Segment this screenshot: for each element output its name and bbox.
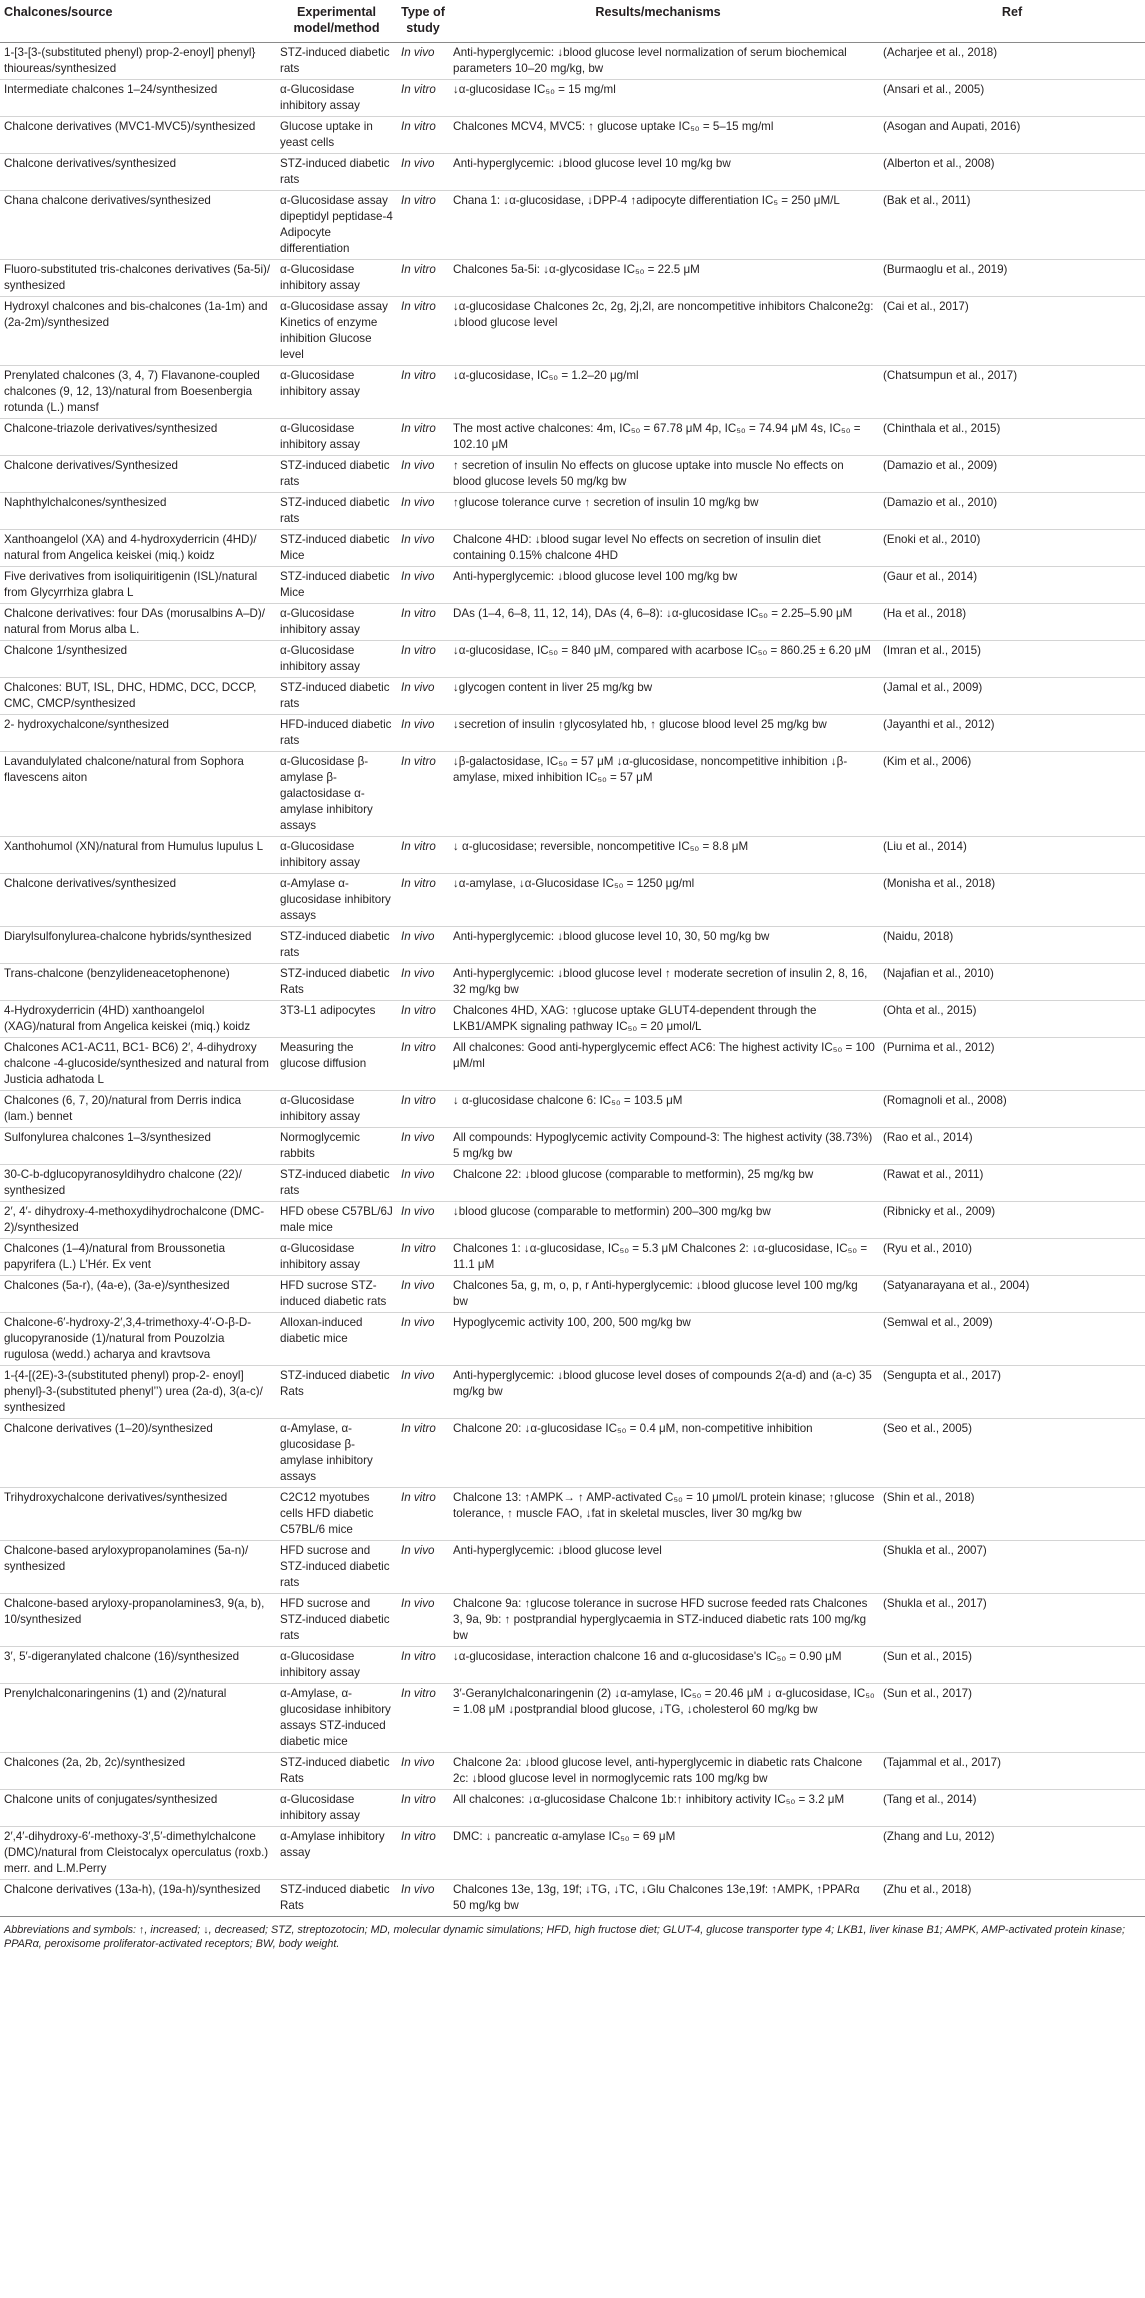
cell-ref: (Satyanarayana et al., 2004): [879, 1276, 1145, 1313]
cell-results: The most active chalcones: 4m, IC₅₀ = 67.78 μM 4p, IC₅₀ = 74.94 μM 4s, IC₅₀ = 102.10 μM: [449, 419, 879, 456]
cell-ref: (Jamal et al., 2009): [879, 678, 1145, 715]
cell-ref: (Purnima et al., 2012): [879, 1038, 1145, 1091]
cell-ref: (Rao et al., 2014): [879, 1128, 1145, 1165]
cell-ref: (Zhang and Lu, 2012): [879, 1827, 1145, 1880]
cell-source: Hydroxyl chalcones and bis-chalcones (1a-1m) and (2a-2m)/synthesized: [0, 297, 276, 366]
cell-ref: (Ryu et al., 2010): [879, 1239, 1145, 1276]
cell-type: In vivo: [397, 493, 449, 530]
cell-results: DMC: ↓ pancreatic α-amylase IC₅₀ = 69 μM: [449, 1827, 879, 1880]
cell-source: Chalcones (5a-r), (4a-e), (3a-e)/synthesized: [0, 1276, 276, 1313]
cell-model: STZ-induced diabetic Rats: [276, 1366, 397, 1419]
cell-results: Anti-hyperglycemic: ↓blood glucose level doses of compounds 2(a-d) and (a-c) 35 mg/kg bw: [449, 1366, 879, 1419]
cell-type: In vivo: [397, 1276, 449, 1313]
table-row: [0, 1001, 1145, 1038]
cell-source: 2- hydroxychalcone/synthesized: [0, 715, 276, 752]
table-row: [0, 641, 1145, 678]
cell-results: Chalcone 13: ↑AMPK→ ↑ AMP-activated C₅₀ = 10 μmol/L protein kinase; ↑glucose tolerance, ↑ muscle FAO, ↓fat in skeletal muscles, liver 30 mg/kg bw: [449, 1488, 879, 1541]
footnote: Abbreviations and symbols: ↑, increased; ↓, decreased; STZ, streptozotocin; MD, molecular dynamic simulations; HFD, high fructose diet; GLUT-4, glucose transporter type 4; LKB1, liver kinase B1; AMPK, AMP-activated protein kinase; PPARα, peroxisome proliferator-activated receptors; BW, body weight.: [4, 1924, 1125, 1950]
cell-model: STZ-induced diabetic rats: [276, 493, 397, 530]
table-row: [0, 117, 1145, 154]
cell-source: Chalcones (1–4)/natural from Broussonetia papyrifera (L.) L’Hér. Ex vent: [0, 1239, 276, 1276]
cell-model: α-Glucosidase inhibitory assay: [276, 1790, 397, 1827]
cell-source: Chalcone derivatives (MVC1-MVC5)/synthesized: [0, 117, 276, 154]
cell-type: In vitro: [397, 1038, 449, 1091]
cell-results: 3′-Geranylchalconaringenin (2) ↓α-amylase, IC₅₀ = 20.46 μM ↓ α-glucosidase, IC₅₀ = 1.08 μM ↓postprandial blood glucose, ↓TG, ↓cholesterol 60 mg/kg bw: [449, 1684, 879, 1753]
cell-source: Chalcone 1/synthesized: [0, 641, 276, 678]
cell-model: α-Glucosidase inhibitory assay: [276, 260, 397, 297]
cell-ref: (Bak et al., 2011): [879, 191, 1145, 260]
cell-type: In vitro: [397, 191, 449, 260]
cell-type: In vitro: [397, 366, 449, 419]
cell-model: STZ-induced diabetic rats: [276, 154, 397, 191]
cell-results: Chalcone 2a: ↓blood glucose level, anti-hyperglycemic in diabetic rats Chalcone 2c: ↓blood glucose level in normoglycemic rats 100 mg/kg bw: [449, 1753, 879, 1790]
table-row: [0, 1790, 1145, 1827]
cell-model: STZ-induced diabetic Rats: [276, 1753, 397, 1790]
cell-results: Chalcones 1: ↓α-glucosidase, IC₅₀ = 5.3 μM Chalcones 2: ↓α-glucosidase, IC₅₀ = 11.1 μM: [449, 1239, 879, 1276]
cell-source: Chalcone derivatives/synthesized: [0, 154, 276, 191]
cell-model: α-Glucosidase inhibitory assay: [276, 419, 397, 456]
cell-type: In vitro: [397, 1419, 449, 1488]
table-row: [0, 260, 1145, 297]
table-row: [0, 366, 1145, 419]
table-row: [0, 1488, 1145, 1541]
cell-source: Chalcone units of conjugates/synthesized: [0, 1790, 276, 1827]
cell-type: In vitro: [397, 1488, 449, 1541]
cell-results: Anti-hyperglycemic: ↓blood glucose level ↑ moderate secretion of insulin 2, 8, 16, 32 mg/kg bw: [449, 964, 879, 1001]
cell-results: ↓blood glucose (comparable to metformin) 200–300 mg/kg bw: [449, 1202, 879, 1239]
cell-source: Diarylsulfonylurea-chalcone hybrids/synthesized: [0, 927, 276, 964]
cell-results: ↓ α-glucosidase; reversible, noncompetitive IC₅₀ = 8.8 μM: [449, 837, 879, 874]
cell-type: In vivo: [397, 43, 449, 80]
cell-ref: (Jayanthi et al., 2012): [879, 715, 1145, 752]
cell-source: Naphthylchalcones/synthesized: [0, 493, 276, 530]
cell-ref: (Semwal et al., 2009): [879, 1313, 1145, 1366]
table-row: [0, 1419, 1145, 1488]
cell-type: In vitro: [397, 752, 449, 837]
cell-model: STZ-induced diabetic Rats: [276, 964, 397, 1001]
table-row: [0, 1313, 1145, 1366]
cell-source: Fluoro-substituted tris-chalcones derivatives (5a-5i)/ synthesized: [0, 260, 276, 297]
cell-type: In vivo: [397, 1541, 449, 1594]
table-row: [0, 1753, 1145, 1790]
cell-model: HFD sucrose and STZ-induced diabetic rats: [276, 1541, 397, 1594]
cell-source: 2′,4′-dihydroxy-6′-methoxy-3′,5′-dimethylchalcone (DMC)/natural from Cleistocalyx operculatus (roxb.) merr. and L.M.Perry: [0, 1827, 276, 1880]
table-row: [0, 43, 1145, 80]
table-row: [0, 1594, 1145, 1647]
cell-results: ↓secretion of insulin ↑glycosylated hb, ↑ glucose blood level 25 mg/kg bw: [449, 715, 879, 752]
cell-ref: (Enoki et al., 2010): [879, 530, 1145, 567]
cell-ref: (Seo et al., 2005): [879, 1419, 1145, 1488]
cell-model: HFD obese C57BL/6J male mice: [276, 1202, 397, 1239]
cell-ref: (Chatsumpun et al., 2017): [879, 366, 1145, 419]
cell-model: α-Glucosidase β-amylase β-galactosidase α-amylase inhibitory assays: [276, 752, 397, 837]
cell-model: α-Amylase α-glucosidase inhibitory assays: [276, 874, 397, 927]
table-row: [0, 456, 1145, 493]
cell-type: In vitro: [397, 1091, 449, 1128]
cell-source: Chalcone-based aryloxy-propanolamines3, 9(a, b), 10/synthesized: [0, 1594, 276, 1647]
table-row: [0, 715, 1145, 752]
cell-type: In vitro: [397, 641, 449, 678]
table-body: [0, 43, 1145, 1917]
cell-results: Chalcone 4HD: ↓blood sugar level No effects on secretion of insulin diet containing 0.15% chalcone 4HD: [449, 530, 879, 567]
cell-results: Chalcones MCV4, MVC5: ↑ glucose uptake IC₅₀ = 5–15 mg/ml: [449, 117, 879, 154]
cell-type: In vivo: [397, 964, 449, 1001]
cell-ref: (Naidu, 2018): [879, 927, 1145, 964]
cell-type: In vivo: [397, 715, 449, 752]
cell-source: Chalcones AC1-AC11, BC1- BC6) 2′, 4-dihydroxy chalcone -4-glucoside/synthesized and natural from Justicia adhatoda L: [0, 1038, 276, 1091]
cell-type: In vivo: [397, 1313, 449, 1366]
cell-type: In vitro: [397, 260, 449, 297]
cell-source: Chalcones (6, 7, 20)/natural from Derris indica (lam.) bennet: [0, 1091, 276, 1128]
cell-model: Glucose uptake in yeast cells: [276, 117, 397, 154]
table-row: [0, 1091, 1145, 1128]
cell-model: α-Glucosidase inhibitory assay: [276, 366, 397, 419]
table-row: [0, 678, 1145, 715]
cell-results: Chalcones 5a-5i: ↓α-glycosidase IC₅₀ = 22.5 μM: [449, 260, 879, 297]
cell-model: 3T3-L1 adipocytes: [276, 1001, 397, 1038]
cell-model: α-Glucosidase inhibitory assay: [276, 1091, 397, 1128]
cell-type: In vivo: [397, 678, 449, 715]
cell-type: In vivo: [397, 1165, 449, 1202]
table-row: [0, 604, 1145, 641]
cell-model: STZ-induced diabetic rats: [276, 1165, 397, 1202]
cell-type: In vitro: [397, 117, 449, 154]
cell-model: STZ-induced diabetic rats: [276, 927, 397, 964]
cell-model: α-Glucosidase assay Kinetics of enzyme inhibition Glucose level: [276, 297, 397, 366]
cell-source: 4-Hydroxyderricin (4HD) xanthoangelol (XAG)/natural from Angelica keiskei (miq.) koidz: [0, 1001, 276, 1038]
cell-results: Anti-hyperglycemic: ↓blood glucose level 10 mg/kg bw: [449, 154, 879, 191]
cell-model: STZ-induced diabetic Mice: [276, 567, 397, 604]
cell-results: Anti-hyperglycemic: ↓blood glucose level normalization of serum biochemical parameters 10–20 mg/kg, bw: [449, 43, 879, 80]
cell-ref: (Shukla et al., 2007): [879, 1541, 1145, 1594]
header-row: [0, 0, 1145, 43]
cell-ref: (Alberton et al., 2008): [879, 154, 1145, 191]
cell-type: In vivo: [397, 1880, 449, 1917]
header-type: Type of study: [397, 0, 449, 43]
table-row: [0, 1239, 1145, 1276]
cell-ref: (Ohta et al., 2015): [879, 1001, 1145, 1038]
cell-results: Hypoglycemic activity 100, 200, 500 mg/kg bw: [449, 1313, 879, 1366]
cell-ref: (Damazio et al., 2009): [879, 456, 1145, 493]
cell-source: 30-C-b-dglucopyranosyldihydro chalcone (22)/ synthesized: [0, 1165, 276, 1202]
cell-model: STZ-induced diabetic rats: [276, 456, 397, 493]
table-row: [0, 493, 1145, 530]
table-row: [0, 191, 1145, 260]
cell-model: α-Glucosidase assay dipeptidyl peptidase-4 Adipocyte differentiation: [276, 191, 397, 260]
cell-source: Trihydroxychalcone derivatives/synthesized: [0, 1488, 276, 1541]
cell-ref: (Sun et al., 2017): [879, 1684, 1145, 1753]
cell-model: Measuring the glucose diffusion: [276, 1038, 397, 1091]
table-row: [0, 1647, 1145, 1684]
cell-type: In vitro: [397, 837, 449, 874]
cell-source: Chalcones: BUT, ISL, DHC, HDMC, DCC, DCCP, CMC, CMCP/synthesized: [0, 678, 276, 715]
cell-results: Anti-hyperglycemic: ↓blood glucose level 10, 30, 50 mg/kg bw: [449, 927, 879, 964]
cell-type: In vitro: [397, 604, 449, 641]
cell-results: Anti-hyperglycemic: ↓blood glucose level 100 mg/kg bw: [449, 567, 879, 604]
cell-type: In vivo: [397, 154, 449, 191]
table-row: [0, 964, 1145, 1001]
table-row: [0, 297, 1145, 366]
cell-type: In vitro: [397, 1684, 449, 1753]
header-ref: Ref: [879, 0, 1145, 43]
cell-ref: (Damazio et al., 2010): [879, 493, 1145, 530]
cell-source: Xanthohumol (XN)/natural from Humulus lupulus L: [0, 837, 276, 874]
table-row: [0, 1128, 1145, 1165]
cell-ref: (Asogan and Aupati, 2016): [879, 117, 1145, 154]
header-source: Chalcones/source: [0, 0, 276, 43]
cell-model: STZ-induced diabetic rats: [276, 43, 397, 80]
cell-model: STZ-induced diabetic Mice: [276, 530, 397, 567]
cell-source: Chana chalcone derivatives/synthesized: [0, 191, 276, 260]
cell-ref: (Monisha et al., 2018): [879, 874, 1145, 927]
cell-results: ↓α-glucosidase, IC₅₀ = 840 μM, compared with acarbose IC₅₀ = 860.25 ± 6.20 μM: [449, 641, 879, 678]
cell-ref: (Burmaoglu et al., 2019): [879, 260, 1145, 297]
table-row: [0, 419, 1145, 456]
cell-results: Chalcone 20: ↓α-glucosidase IC₅₀ = 0.4 μM, non-competitive inhibition: [449, 1419, 879, 1488]
cell-source: Chalcones (2a, 2b, 2c)/synthesized: [0, 1753, 276, 1790]
cell-results: Chalcones 5a, g, m, o, p, r Anti-hyperglycemic: ↓blood glucose level 100 mg/kg bw: [449, 1276, 879, 1313]
cell-model: HFD sucrose STZ-induced diabetic rats: [276, 1276, 397, 1313]
cell-model: C2C12 myotubes cells HFD diabetic C57BL/6 mice: [276, 1488, 397, 1541]
cell-ref: (Imran et al., 2015): [879, 641, 1145, 678]
table-row: [0, 752, 1145, 837]
cell-source: 1-{4-[(2E)-3-(substituted phenyl) prop-2- enoyl] phenyl}-3-(substituted phenyl’’) urea (2a-d), 3(a-c)/ synthesized: [0, 1366, 276, 1419]
table-row: [0, 1684, 1145, 1753]
cell-results: ↓α-glucosidase, interaction chalcone 16 and α-glucosidase's IC₅₀ = 0.90 μM: [449, 1647, 879, 1684]
cell-source: Intermediate chalcones 1–24/synthesized: [0, 80, 276, 117]
cell-model: STZ-induced diabetic rats: [276, 678, 397, 715]
cell-type: In vivo: [397, 1753, 449, 1790]
cell-model: Alloxan-induced diabetic mice: [276, 1313, 397, 1366]
cell-ref: (Sengupta et al., 2017): [879, 1366, 1145, 1419]
cell-source: Prenylchalconaringenins (1) and (2)/natural: [0, 1684, 276, 1753]
cell-source: Five derivatives from isoliquiritigenin (ISL)/natural from Glycyrrhiza glabra L: [0, 567, 276, 604]
table-row: [0, 1276, 1145, 1313]
cell-results: ↓α-amylase, ↓α-Glucosidase IC₅₀ = 1250 μg/ml: [449, 874, 879, 927]
table-row: [0, 567, 1145, 604]
cell-ref: (Rawat et al., 2011): [879, 1165, 1145, 1202]
cell-model: HFD-induced diabetic rats: [276, 715, 397, 752]
cell-ref: (Cai et al., 2017): [879, 297, 1145, 366]
cell-results: DAs (1–4, 6–8, 11, 12, 14), DAs (4, 6–8): ↓α-glucosidase IC₅₀ = 2.25–5.90 μM: [449, 604, 879, 641]
cell-results: All chalcones: ↓α-glucosidase Chalcone 1b:↑ inhibitory activity IC₅₀ = 3.2 μM: [449, 1790, 879, 1827]
cell-results: Chalcone 9a: ↑glucose tolerance in sucrose HFD sucrose feeded rats Chalcones 3, 9a, 9b: ↑ postprandial hyperglycaemia in STZ-induced diabetic rats 100 mg/kg bw: [449, 1594, 879, 1647]
cell-model: α-Glucosidase inhibitory assay: [276, 604, 397, 641]
cell-type: In vivo: [397, 530, 449, 567]
table-row: [0, 1202, 1145, 1239]
cell-results: Chalcones 13e, 13g, 19f; ↓TG, ↓TC, ↓Glu Chalcones 13e,19f: ↑AMPK, ↑PPARα 50 mg/kg bw: [449, 1880, 879, 1917]
cell-ref: (Tang et al., 2014): [879, 1790, 1145, 1827]
cell-type: In vitro: [397, 1239, 449, 1276]
cell-ref: (Romagnoli et al., 2008): [879, 1091, 1145, 1128]
cell-source: Prenylated chalcones (3, 4, 7) Flavanone-coupled chalcones (9, 12, 13)/natural from Boesenbergia rotunda (L.) mansf: [0, 366, 276, 419]
cell-type: In vitro: [397, 297, 449, 366]
cell-model: α-Glucosidase inhibitory assay: [276, 1239, 397, 1276]
cell-source: Sulfonylurea chalcones 1–3/synthesized: [0, 1128, 276, 1165]
cell-type: In vivo: [397, 1594, 449, 1647]
cell-source: Chalcone derivatives/synthesized: [0, 874, 276, 927]
table-row: [0, 1366, 1145, 1419]
cell-source: Trans-chalcone (benzylideneacetophenone): [0, 964, 276, 1001]
table-row: [0, 1165, 1145, 1202]
cell-results: ↑ secretion of insulin No effects on glucose uptake into muscle No effects on blood glucose levels 50 mg/kg bw: [449, 456, 879, 493]
cell-model: α-Glucosidase inhibitory assay: [276, 837, 397, 874]
cell-type: In vivo: [397, 456, 449, 493]
cell-results: Chalcones 4HD, XAG: ↑glucose uptake GLUT4-dependent through the LKB1/AMPK signaling pathway IC₅₀ = 20 μmol/L: [449, 1001, 879, 1038]
cell-results: ↓β-galactosidase, IC₅₀ = 57 μM ↓α-glucosidase, noncompetitive inhibition ↓β-amylase, mixed inhibition IC₅₀ = 57 μM: [449, 752, 879, 837]
cell-ref: (Chinthala et al., 2015): [879, 419, 1145, 456]
cell-ref: (Najafian et al., 2010): [879, 964, 1145, 1001]
cell-type: In vitro: [397, 1647, 449, 1684]
table-row: [0, 530, 1145, 567]
cell-results: ↓α-glucosidase, IC₅₀ = 1.2–20 μg/ml: [449, 366, 879, 419]
cell-model: α-Glucosidase inhibitory assay: [276, 641, 397, 678]
cell-ref: (Zhu et al., 2018): [879, 1880, 1145, 1917]
cell-type: In vitro: [397, 1827, 449, 1880]
cell-results: ↓α-glucosidase IC₅₀ = 15 mg/ml: [449, 80, 879, 117]
cell-source: Chalcone derivatives (13a-h), (19a-h)/synthesized: [0, 1880, 276, 1917]
cell-results: Chana 1: ↓α-glucosidase, ↓DPP-4 ↑adipocyte differentiation IC₅ = 250 μM/L: [449, 191, 879, 260]
cell-results: Chalcone 22: ↓blood glucose (comparable to metformin), 25 mg/kg bw: [449, 1165, 879, 1202]
cell-model: α-Amylase inhibitory assay: [276, 1827, 397, 1880]
table-row: [0, 927, 1145, 964]
cell-ref: (Liu et al., 2014): [879, 837, 1145, 874]
table-row: [0, 154, 1145, 191]
cell-ref: (Tajammal et al., 2017): [879, 1753, 1145, 1790]
cell-results: All compounds: Hypoglycemic activity Compound-3: The highest activity (38.73%) 5 mg/kg bw: [449, 1128, 879, 1165]
header-results: Results/mechanisms: [449, 0, 879, 43]
cell-type: In vitro: [397, 1001, 449, 1038]
cell-ref: (Gaur et al., 2014): [879, 567, 1145, 604]
cell-source: 1-[3-[3-(substituted phenyl) prop-2-enoyl] phenyl} thioureas/synthesized: [0, 43, 276, 80]
cell-ref: (Sun et al., 2015): [879, 1647, 1145, 1684]
cell-source: Chalcone derivatives (1–20)/synthesized: [0, 1419, 276, 1488]
cell-ref: (Ha et al., 2018): [879, 604, 1145, 641]
cell-source: Chalcone-based aryloxypropanolamines (5a-n)/ synthesized: [0, 1541, 276, 1594]
cell-model: α-Glucosidase inhibitory assay: [276, 80, 397, 117]
cell-source: Chalcone-6′-hydroxy-2′,3,4-trimethoxy-4′-O-β-D-glucopyranoside (1)/natural from Pouzolzia rugulosa (wedd.) acharya and kravtsova: [0, 1313, 276, 1366]
table-row: [0, 1880, 1145, 1917]
cell-ref: (Acharjee et al., 2018): [879, 43, 1145, 80]
cell-model: Normoglycemic rabbits: [276, 1128, 397, 1165]
cell-model: HFD sucrose and STZ-induced diabetic rats: [276, 1594, 397, 1647]
table-row: [0, 1541, 1145, 1594]
header-model: Experimental model/method: [276, 0, 397, 43]
cell-type: In vivo: [397, 927, 449, 964]
table-row: [0, 837, 1145, 874]
cell-model: α-Amylase, α-glucosidase inhibitory assays STZ-induced diabetic mice: [276, 1684, 397, 1753]
table-row: [0, 1827, 1145, 1880]
cell-source: 3′, 5′-digeranylated chalcone (16)/synthesized: [0, 1647, 276, 1684]
table-row: [0, 874, 1145, 927]
cell-type: In vitro: [397, 80, 449, 117]
cell-source: Chalcone-triazole derivatives/synthesized: [0, 419, 276, 456]
cell-type: In vivo: [397, 567, 449, 604]
cell-type: In vitro: [397, 1790, 449, 1827]
cell-source: Lavandulylated chalcone/natural from Sophora flavescens aiton: [0, 752, 276, 837]
cell-results: All chalcones: Good anti-hyperglycemic effect AC6: The highest activity IC₅₀ = 100 μM/ml: [449, 1038, 879, 1091]
cell-source: Xanthoangelol (XA) and 4-hydroxyderricin (4HD)/ natural from Angelica keiskei (miq.) koidz: [0, 530, 276, 567]
cell-source: Chalcone derivatives: four DAs (morusalbins A–D)/ natural from Morus alba L.: [0, 604, 276, 641]
cell-type: In vitro: [397, 419, 449, 456]
cell-results: Anti-hyperglycemic: ↓blood glucose level: [449, 1541, 879, 1594]
cell-results: ↓glycogen content in liver 25 mg/kg bw: [449, 678, 879, 715]
cell-type: In vivo: [397, 1366, 449, 1419]
cell-results: ↓ α-glucosidase chalcone 6: IC₅₀ = 103.5 μM: [449, 1091, 879, 1128]
cell-results: ↓α-glucosidase Chalcones 2c, 2g, 2j,2l, are noncompetitive inhibitors Chalcone2g: ↓blood glucose level: [449, 297, 879, 366]
cell-results: ↑glucose tolerance curve ↑ secretion of insulin 10 mg/kg bw: [449, 493, 879, 530]
cell-ref: (Ansari et al., 2005): [879, 80, 1145, 117]
cell-ref: (Kim et al., 2006): [879, 752, 1145, 837]
cell-ref: (Shin et al., 2018): [879, 1488, 1145, 1541]
table-row: [0, 80, 1145, 117]
cell-ref: (Ribnicky et al., 2009): [879, 1202, 1145, 1239]
cell-type: In vitro: [397, 874, 449, 927]
cell-source: 2′, 4′- dihydroxy-4-methoxydihydrochalcone (DMC-2)/synthesized: [0, 1202, 276, 1239]
cell-ref: (Shukla et al., 2017): [879, 1594, 1145, 1647]
cell-model: α-Amylase, α-glucosidase β-amylase inhibitory assays: [276, 1419, 397, 1488]
cell-model: α-Glucosidase inhibitory assay: [276, 1647, 397, 1684]
cell-model: STZ-induced diabetic Rats: [276, 1880, 397, 1917]
cell-type: In vivo: [397, 1128, 449, 1165]
table-row: [0, 1038, 1145, 1091]
cell-type: In vivo: [397, 1202, 449, 1239]
cell-source: Chalcone derivatives/Synthesized: [0, 456, 276, 493]
